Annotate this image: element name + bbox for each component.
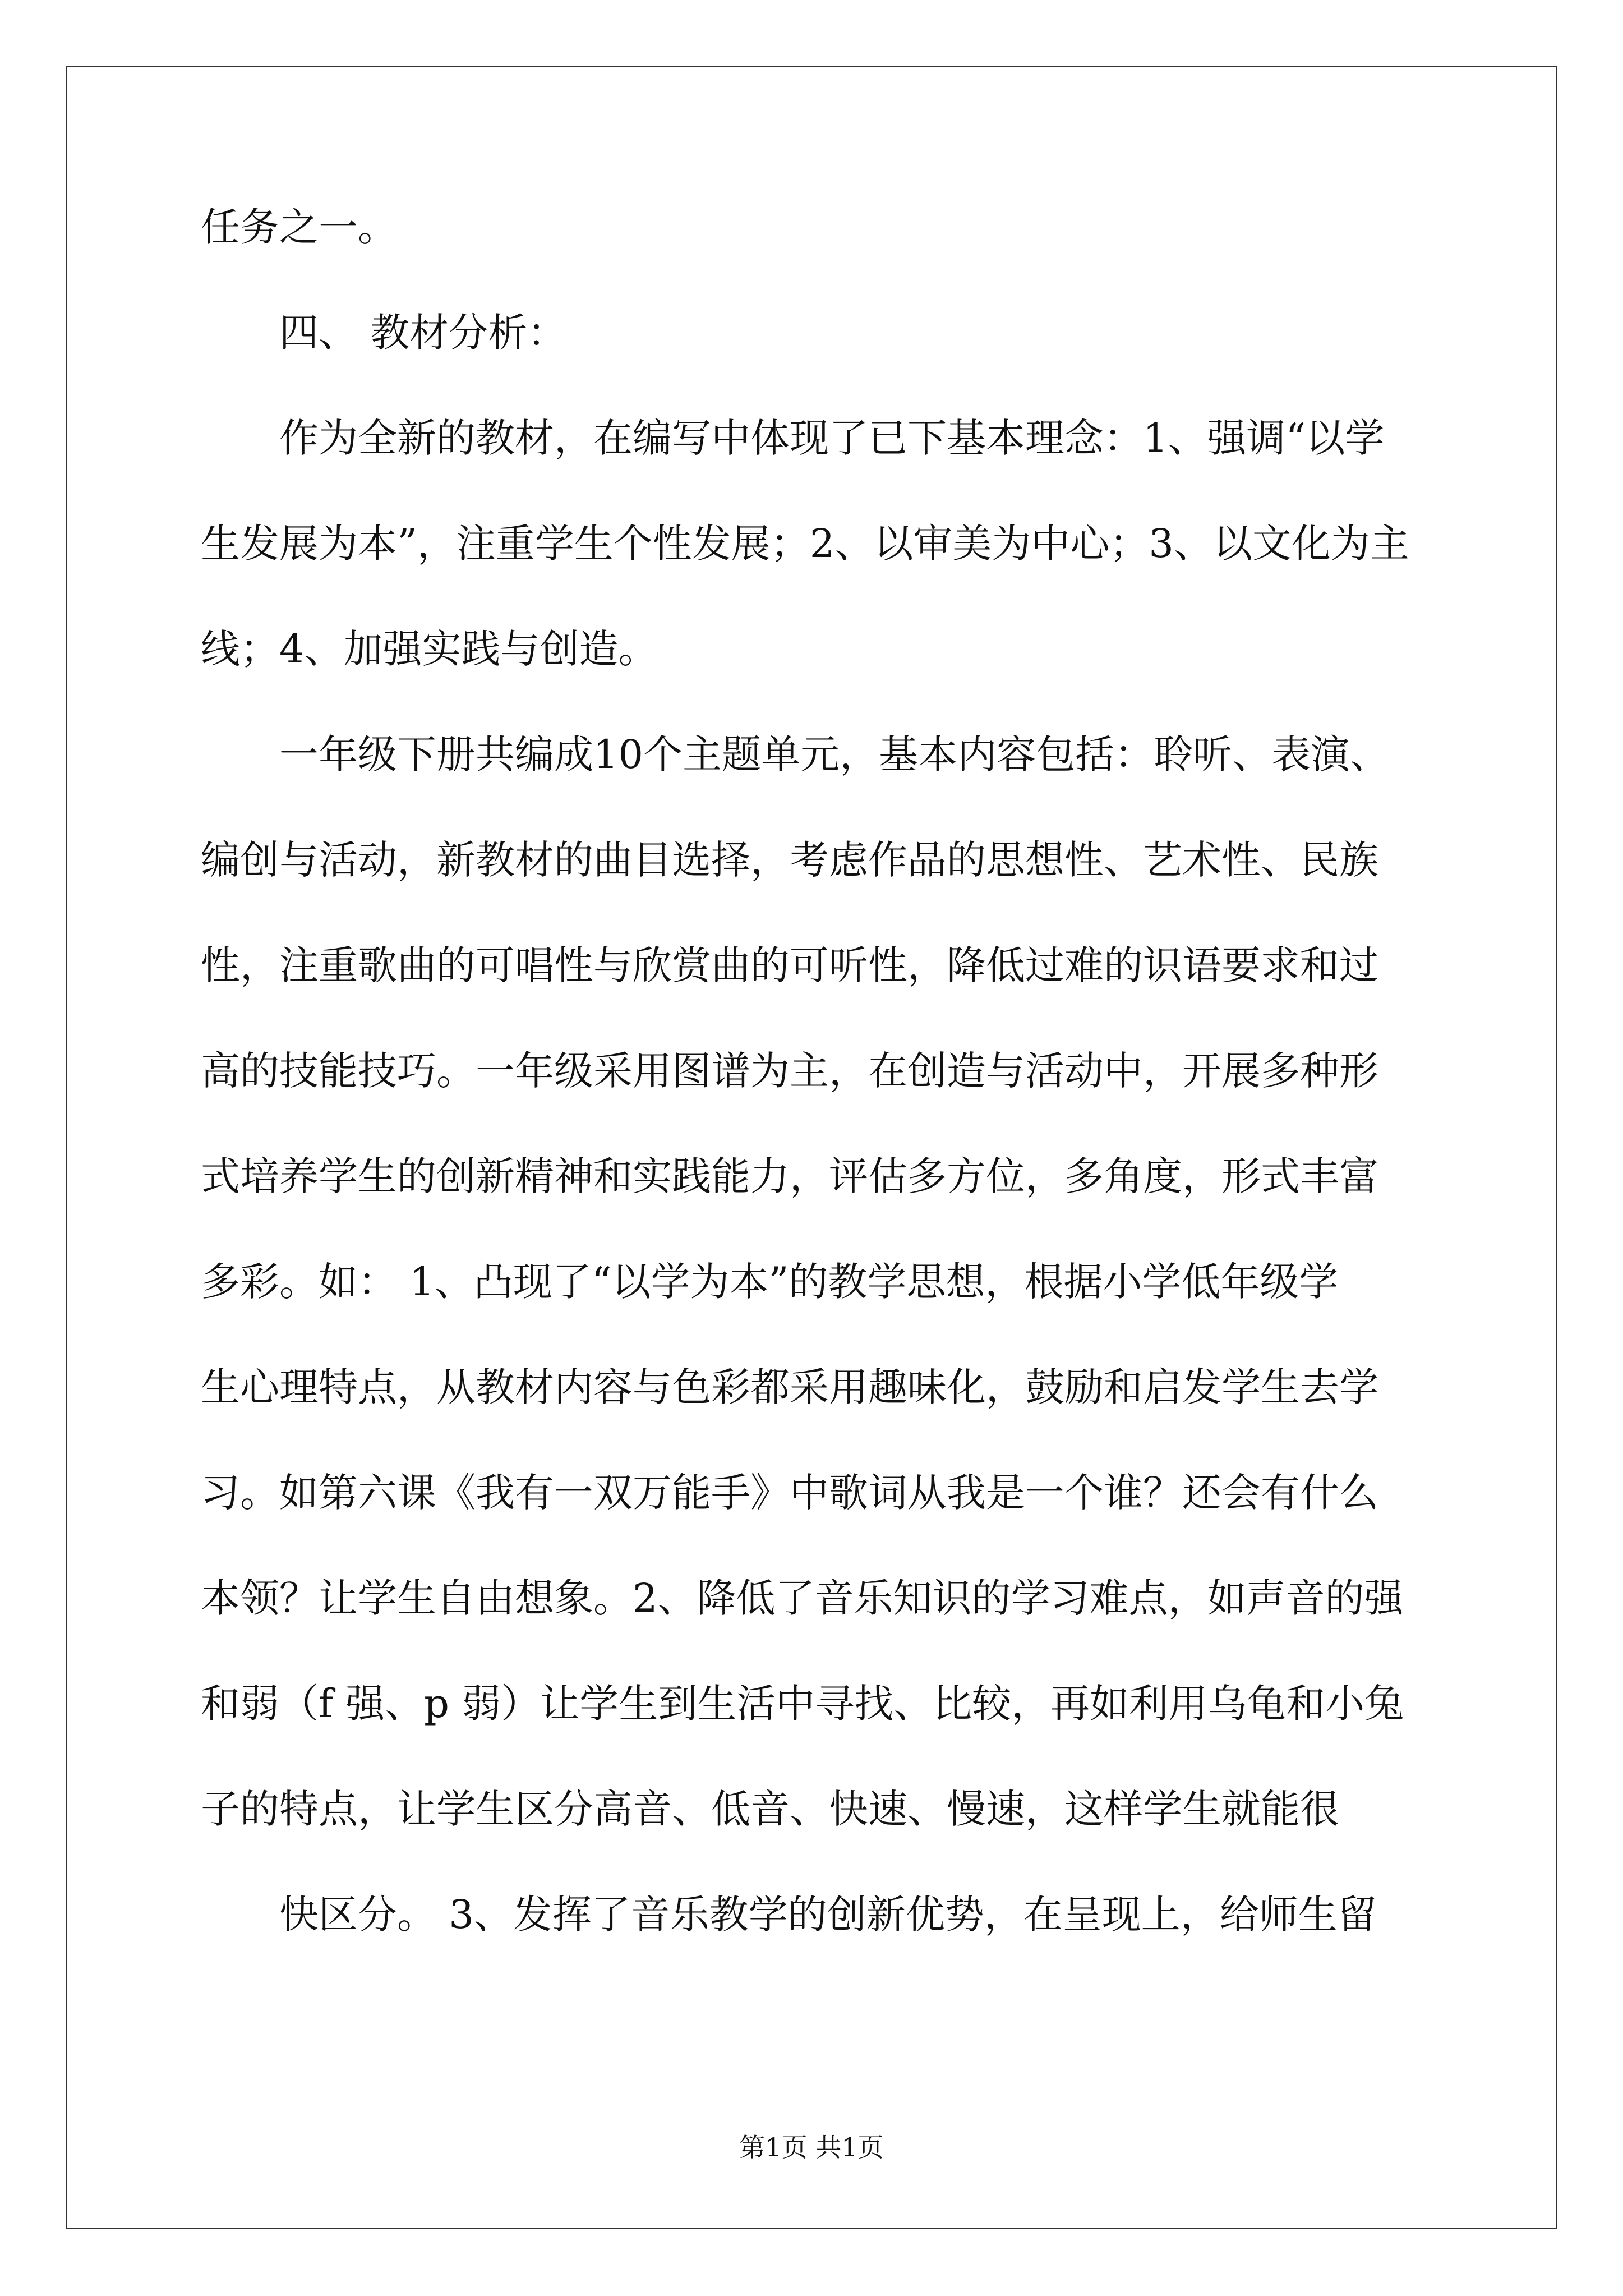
- paragraph-line: 一年级下册共编成10个主题单元，基本内容包括：聆听、表演、: [279, 731, 1390, 777]
- page-footer: [0, 2132, 1623, 2163]
- paragraph-line: 子的特点，让学生区分高音、低音、快速、慢速，这样学生就能很: [201, 1786, 1339, 1832]
- paragraph-line: 习。如第六课《我有一双万能手》中歌词从我是一个谁？还会有什么: [201, 1470, 1378, 1516]
- paragraph-line: 快区分。 3、发挥了音乐教学的创新优势，在呈现上，给师生留: [279, 1892, 1377, 1938]
- paragraph-line: 和弱（f 强、p 弱）让学生到生活中寻找、比较，再如利用乌龟和小兔: [201, 1681, 1404, 1727]
- paragraph-line: 高的技能技巧。一年级采用图谱为主，在创造与活动中，开展多种形: [201, 1048, 1378, 1094]
- paragraph-line: 生心理特点，从教材内容与色彩都采用趣味化，鼓励和启发学生去学: [201, 1364, 1378, 1410]
- paragraph-line: 式培养学生的创新精神和实践能力，评估多方位，多角度，形式丰富: [201, 1153, 1378, 1199]
- paragraph-line: 编创与活动，新教材的曲目选择，考虑作品的思想性、艺术性、民族: [201, 837, 1378, 883]
- paragraph-line: 性，注重歌曲的可唱性与欣赏曲的可听性，降低过难的识语要求和过: [201, 942, 1378, 988]
- paragraph-line: 任务之一。: [201, 204, 397, 250]
- paragraph-line: 多彩。如： 1、凸现了“以学为本”的教学思想，根据小学低年级学: [201, 1259, 1339, 1305]
- page-number-label: 第1页 共1页: [739, 2132, 884, 2162]
- paragraph-line: 四、 教材分析：: [279, 310, 567, 356]
- document-body: [201, 204, 1435, 1938]
- paragraph-line: 本领？让学生自由想象。2、降低了音乐知识的学习难点，如声音的强: [201, 1575, 1404, 1621]
- paragraph-line: 线；4、加强实践与创造。: [201, 626, 658, 672]
- paragraph-line: 作为全新的教材，在编写中体现了已下基本理念：1、强调“以学: [279, 415, 1385, 461]
- paragraph-line: 生发展为本”，注重学生个性发展；2、以审美为中心；3、以文化为主: [201, 521, 1409, 567]
